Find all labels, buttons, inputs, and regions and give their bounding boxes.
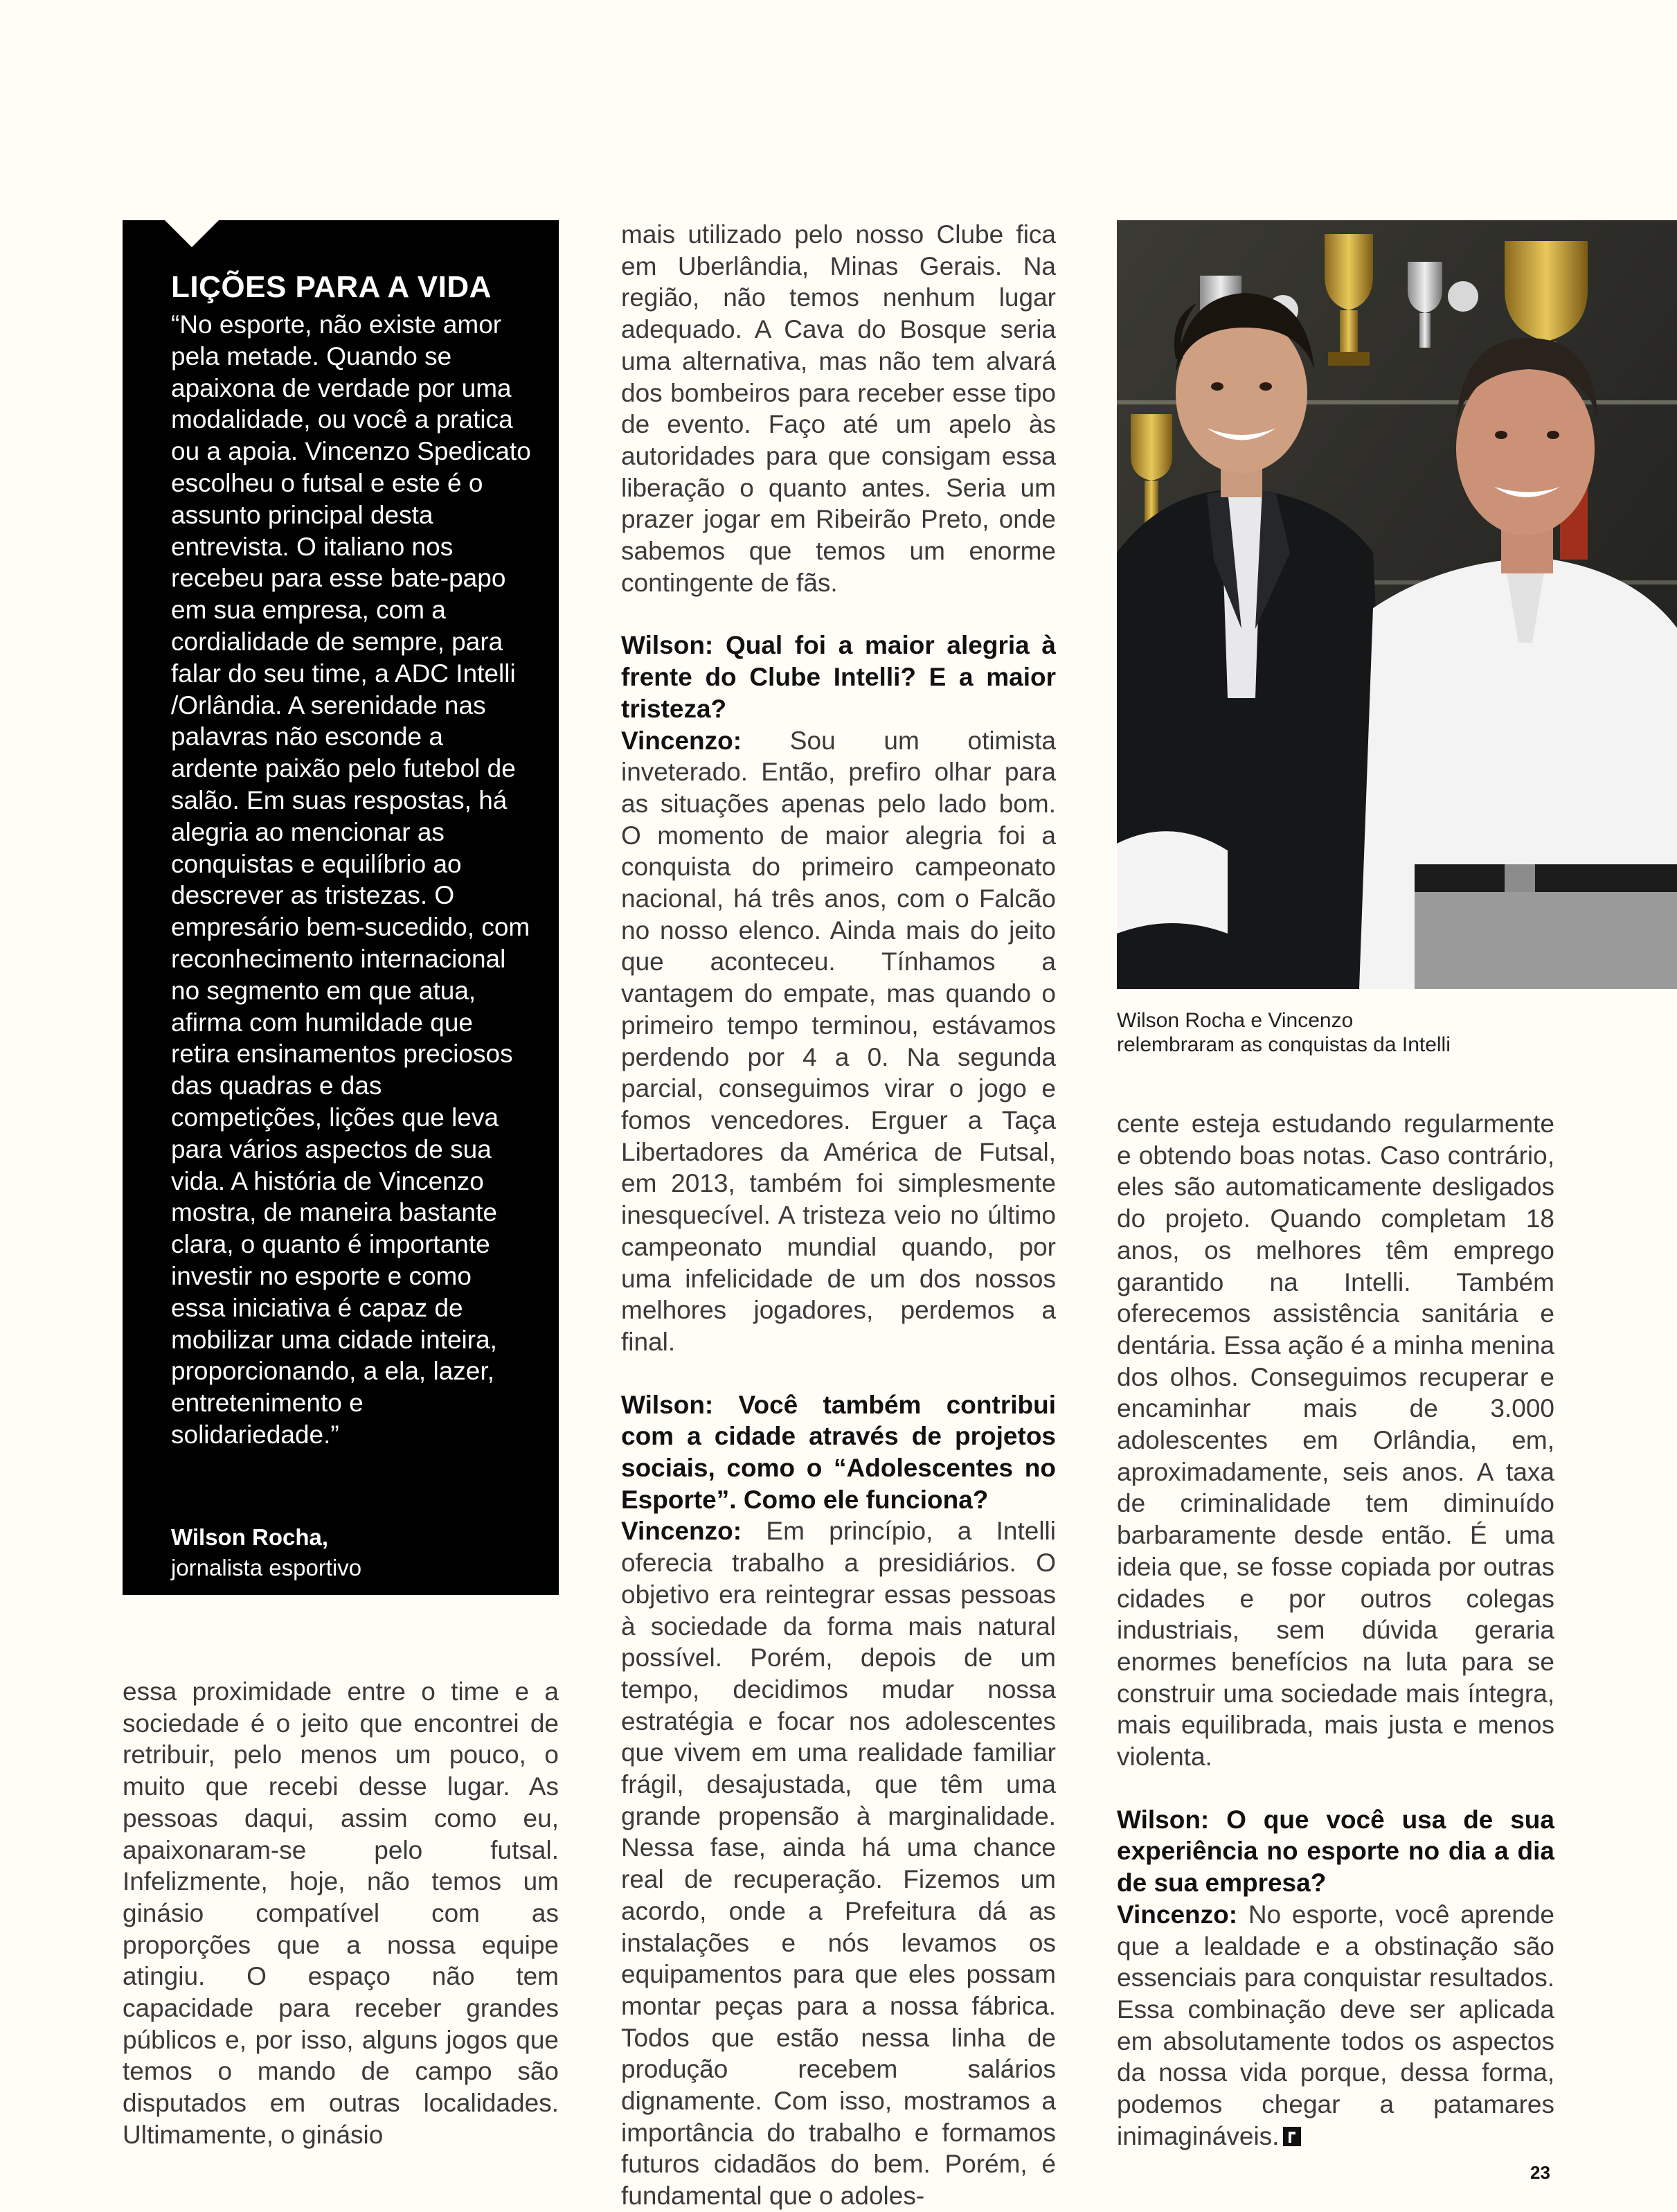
sidebar-author-role: jornalista esportivo [171,1555,362,1580]
column-2 [621,219,1056,2212]
sidebar-quote: “No esporte, não existe amor pela metade. Quando se apaixona de verdade por uma modalidade, ou você a pratica ou a apoia. Vincenzo Spedicato escolheu o futsal e este é o assunto principal desta entrevista. O italiano nos recebeu para esse bate-papo em sua empresa, com a cordialidade de sempre, para falar do seu time, a ADC Intelli /Orlândia. A serenidade nas palavras não esconde a ardente paixão pelo futebol de salão. Em suas respostas, há alegria ao mencionar as conquistas e equilíbrio ao descrever as tristezas. O empresário bem-sucedido, com reconhecimento internacional no segmento em que atua, afirma com humildade que retira ensinamentos preciosos das quadras e das competições, lições que leva para vários aspectos de sua vida. A história de Vincenzo mostra, de maneira bastante clara, o quanto é importante investir no esporte e como essa iniciativa é capaz de mobilizar uma cidade inteira, proporcionando, a ela, lazer, entretenimento e solidariedade.” [171,310,531,1449]
revista-logo-icon [1283,2127,1301,2146]
sidebar-title: LIÇÕES PARA A VIDA [171,270,492,304]
answer-2-speaker: Vincenzo: [621,1517,742,1546]
box-notch [164,220,219,247]
interview-photo [1117,220,1677,989]
column-3 [1117,1108,1554,2152]
answer-3-speaker: Vincenzo: [1117,1900,1238,1929]
answer-3 [1117,1899,1554,2152]
photo-caption-line-1: Wilson Rocha e Vincenzo [1117,1009,1354,1032]
answer-3-text: No esporte, você aprende que a lealdade e a obstinação são essenciais para conquistar resultados. Essa combinação deve ser aplicada em absolutamente todos os aspectos da nossa vida porque, dessa forma, podemos chegar a patamares inimagináveis. [1117,1900,1554,2150]
question-1: Wilson: Qual foi a maior alegria à frente do Clube Intelli? E a maior tristeza? [621,631,1056,723]
column-2-paragraph: mais utilizado pelo nosso Clube fica em Uberlândia, Minas Gerais. Na região, não temos nenhum lugar adequado. A Cava do Bosque seria uma alternativa, mas não tem alvará dos bombeiros para receber esse tipo de evento. Faço até um apelo às autoridades para que consigam essa liberação o quanto antes. Seria um prazer jogar em Ribeirão Preto, onde sabemos que temos um enorme contingente de fãs. [621,220,1056,597]
question-2: Wilson: Você também contribui com a cidade através de projetos sociais, como o “Adolescentes no Esporte”. Como ele funciona? [621,1390,1056,1514]
column-3-paragraph: cente esteja estudando regularmente e obtendo boas notas. Caso contrário, eles são automaticamente desligados do projeto. Quando completam 18 anos, os melhores têm emprego garantido na Intelli. Também oferecemos assistência sanitária e dentária. Essa ação é a minha menina dos olhos. Conseguimos recuperar e encaminhar mais de 3.000 adolescentes em Orlândia, em, aproximadamente, seis anos. A taxa de criminalidade tem diminuído barbaramente desde então. É uma ideia que, se fosse copiada por outras cidades e por outros colegas industriais, sem dúvida geraria enormes benefícios na luta para se construir uma sociedade mais íntegra, mais equilibrada, mais justa e menos violenta. [1117,1109,1554,1772]
sidebar-author: Wilson Rocha, [171,1524,329,1550]
page-number: 23 [1530,2162,1550,2183]
column-1-paragraph: essa proximidade entre o time e a sociedade é o jeito que encontrei de retribuir, pelo menos um pouco, o muito que recebi desse lugar. As pessoas daqui, assim como eu, apaixonaram-se pelo futsal. Infelizmente, hoje, não temos um ginásio compatível com as proporções que a nossa equipe atingiu. O espaço não tem capacidade para receber grandes públicos e, por isso, alguns jogos que temos o mando de campo são disputados em outras localidades. Ultimamente, o ginásio [123,1677,559,2149]
answer-2 [621,1515,1056,2211]
photo-illustration [1117,220,1677,989]
photo-caption-line-2: relembraram as conquistas da Intelli [1117,1033,1451,1056]
answer-1-speaker: Vincenzo: [621,726,742,755]
column-1 [123,1676,559,2151]
question-3: Wilson: O que você usa de sua experiência no esporte no dia a dia de sua empresa? [1117,1805,1554,1898]
sidebar-box [123,220,559,1595]
answer-1-text: Sou um otimista inveterado. Então, prefiro olhar para as situações apenas pelo lado bom. O momento de maior alegria foi a conquista do primeiro campeonato nacional, há três anos, com o Falcão no nosso elenco. Ainda mais do jeito que aconteceu. Tínhamos a vantagem do empate, mas quando o primeiro tempo terminou, estávamos perdendo por 4 a 0. Na segunda parcial, conseguimos virar o jogo e fomos vencedores. Erguer a Taça Libertadores da América de Futsal, em 2013, também foi simplesmente inesquecível. A tristeza veio no último campeonato mundial quando, por uma infelicidade de um dos nossos melhores jogadores, perdemos a final. [621,726,1056,1356]
photo-caption [1117,1008,1451,1057]
answer-1 [621,725,1056,1358]
answer-2-text: Em princípio, a Intelli oferecia trabalho a presidiários. O objetivo era reintegrar essas pessoas à sociedade da forma mais natural possível. Porém, depois de um tempo, decidimos mudar nossa estratégia e focar nos adolescentes que vivem em uma realidade familiar frágil, desajustada, que têm uma grande propensão à marginalidade. Nessa fase, ainda há uma chance real de recuperação. Fizemos um acordo, onde a Prefeitura dá as instalações e nós levamos os equipamentos para que eles possam montar peças para a nossa fábrica. Todos que estão nessa linha de produção recebem salários dignamente. Com isso, mostramos a importância do trabalho e formamos futuros cidadãos do bem. Porém, é fundamental que o adoles- [621,1517,1056,2211]
